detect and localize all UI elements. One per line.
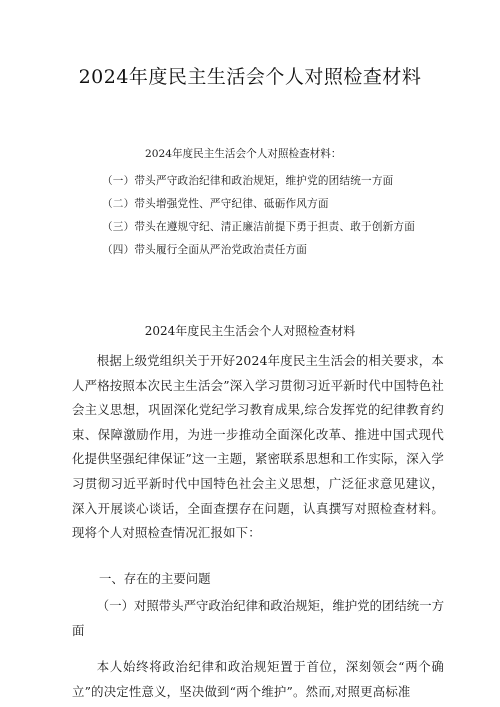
toc-item: （二）带头增强党性、严守纪律、砥砺作风方面 [102, 198, 329, 210]
section-title: 2024年度民主生活会个人对照检查材料 [144, 324, 356, 338]
intro-paragraph: 根据上级党组织关于开好2024年度民主生活会的相关要求，本人严格按照本次民主生活会”深入学习贯彻习近平新时代中国特色社会主义思想，巩固深化党纪学习教育成果,综合发挥党的纪律教育约束、保障激励作用，为进一步推动全面深化改革、推进中国式现代化提供坚强纪律保证”这一主题，紧密联系思想和工作实际，深入学习贯彻习近平新时代中国特色社会主义思想，广泛征求意见建议，深入开展谈心谈话，全面查摆存在问题，认真撰写对照检查材料。现将个人对照检查情况汇报如下： [72, 353, 444, 541]
toc-item: （一）带头严守政治纪律和政治规矩，维护党的团结统一方面 [102, 175, 394, 187]
body-paragraph: 本人始终将政治纪律和政治规矩置于首位，深刻领会“两个确立”的决定性意义，坚决做到“两个维护”。然而,对照更高标准 [72, 659, 444, 699]
sub-heading-political-discipline: （一）对照带头严守政治纪律和政治规矩，维护党的团结统一方面 [72, 598, 444, 638]
toc-item: （三）带头在遵规守纪、清正廉洁前提下勇于担责、敢于创新方面 [102, 221, 416, 233]
document-title: 2024年度民主生活会个人对照检查材料 [78, 66, 422, 88]
toc-item: （四）带头履行全面从严治党政治责任方面 [102, 244, 308, 256]
section-heading-problems: 一、存在的主要问题 [99, 571, 211, 586]
toc-heading: 2024年度民主生活会个人对照检查材料： [145, 148, 342, 160]
